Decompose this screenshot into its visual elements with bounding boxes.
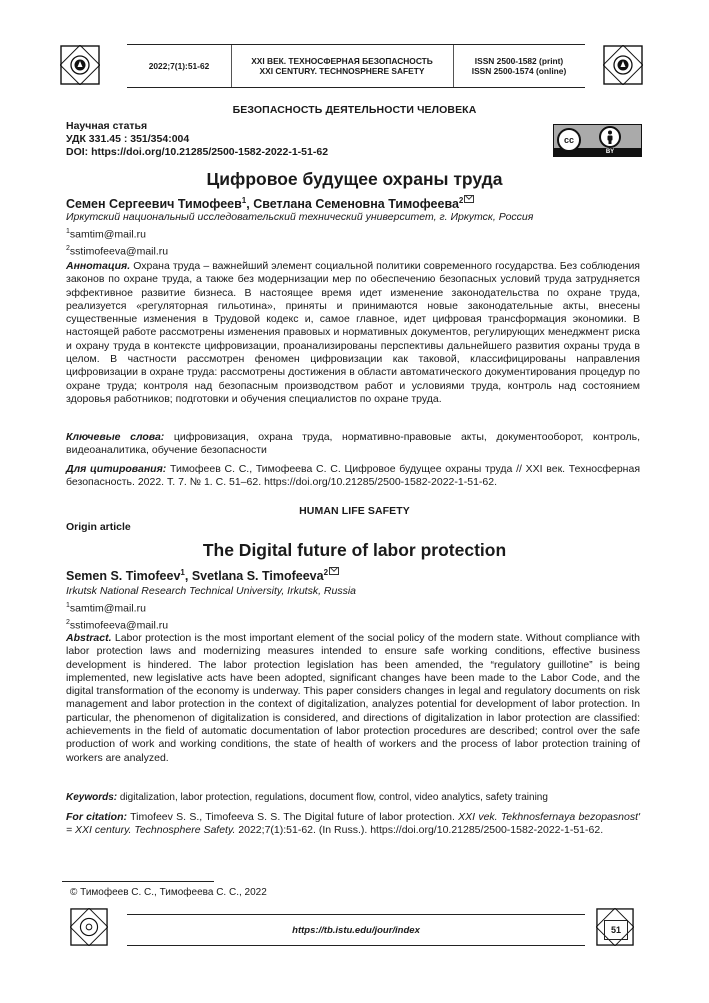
header-issn-print: ISSN 2500-1582 (print)	[474, 56, 564, 66]
ru-abstract	[66, 260, 640, 406]
ru-keywords	[66, 431, 640, 458]
header-issn-cell	[453, 45, 585, 87]
footnote-rule	[62, 881, 214, 882]
ru-author-1-sup: 1	[241, 195, 247, 205]
ru-email-1[interactable]: samtim@mail.ru	[69, 228, 146, 241]
en-abstract-text: Labor protection is the most important element of the social policy of the modern state. Without compliance with labor protection laws and modernizing measures intended to ensure safe working conditions, effective business development is hindered. The labor protection legislation has been amended, the “regulatory guillotine” is being implemented, new legislative acts have been adopted, significant changes have been made to the Labor Code, and the digital transformation of the economy is underway. This paper considers changes in legal and regulatory documents on risk management and labor protection in the context of digitalization, analyzes potential for development of labor protection. In particular, the phenomenon of digitalization is considered, and directions of digitalization in labor protection are classified: achievements in the field of automatic documentation of labor protection procedures are described; control over the safe production of work and working conditions, the state of health of workers and the process of labor protection training of workers are analyzed.	[66, 632, 640, 764]
ru-abstract-text: Охрана труда – важнейший элемент социальной политики современного государства. Без соблюдения законов по охране труда, а также без модернизации мер по обеспечению безопасных условий труда затрудняется эффективное развитие бизнеса. В настоящее время идет изменение законодательства по охране труда, реализуется «регуляторная гильотина», приняты и принимаются новые законодательные акты, внесены существенные изменения в Трудовой кодекс и, самое главное, идет цифровая трансформация экономики. В настоящей работе рассмотрены изменения правовых и нормативных документов, регулирующих менеджмент риска и охрану труда в контексте цифровизации, проанализированы перспективы дальнейшего развития охраны труда в целом. В частности рассмотрен феномен цифровизации как таковой, классифицированы направления цифровизации в охране труда: рассмотрены достижения в области автоматического документирования процедур по охране труда; контроля над безопасным производством работ и условиями труда, контроль над состоянием здоровья работников; подготовки и обучения специалистов по охране труда.	[66, 260, 640, 405]
en-emails	[66, 599, 168, 632]
en-keywords	[66, 791, 640, 804]
ru-section-heading: БЕЗОПАСНОСТЬ ДЕЯТЕЛЬНОСТИ ЧЕЛОВЕКА	[232, 104, 477, 116]
ru-abstract-label: Аннотация.	[66, 260, 131, 272]
ru-email-2-sup: 2	[66, 244, 70, 252]
en-citation-text-a: Timofeev S. S., Timofeeva S. S. The Digital future of labor protection.	[127, 811, 459, 823]
en-keywords-label: Keywords:	[66, 792, 118, 803]
journal-logo-left	[60, 45, 100, 85]
journal-logo-right	[603, 45, 643, 85]
ru-keywords-label: Ключевые слова:	[66, 431, 165, 443]
envelope-icon	[329, 567, 339, 575]
ru-affiliation: Иркутский национальный исследовательский технический университет, г. Иркутск, Россия	[66, 211, 534, 223]
ru-email-1-sup: 1	[66, 228, 70, 235]
en-authors	[66, 567, 339, 583]
ru-author-1: Семен Сергеевич Тимофеев	[66, 197, 242, 211]
en-section-heading: HUMAN LIFE SAFETY	[299, 505, 410, 517]
ru-title: Цифровое будущее охраны труда	[206, 169, 503, 189]
cc-by-license-badge[interactable]	[553, 124, 642, 157]
ru-keywords-text: цифровизация, охрана труда, нормативно-правовые акты, документооборот, контроль, видеоаналитика, обучение безопасности	[66, 431, 640, 457]
en-article-type: Origin article	[66, 521, 131, 533]
header-volume: 2022;7(1):51-62	[148, 61, 210, 71]
ru-email-2[interactable]: sstimofeeva@mail.ru	[69, 245, 169, 257]
ru-citation	[66, 463, 640, 490]
en-author-1: Semen S. Timofeev	[66, 569, 181, 583]
en-author-2: Svetlana S. Timofeeva	[191, 569, 324, 583]
ru-author-2: Светлана Семеновна Тимофеева	[253, 197, 459, 211]
by-label: BY	[605, 149, 615, 155]
page-number: 51	[604, 920, 628, 940]
journal-header	[127, 44, 585, 88]
ru-udc: УДК 331.45 : 351/354:004	[66, 133, 190, 145]
by-person-icon	[599, 126, 621, 148]
ru-meta	[66, 120, 328, 159]
ru-citation-text: Тимофеев С. С., Тимофеева С. С. Цифровое будущее охраны труда // XXI век. Техносферная безопасность. 2022. Т. 7. № 1. С. 51–62. https://doi.org/10.21285/2500-1582-2022-1-51-62.	[66, 463, 641, 489]
en-affiliation: Irkutsk National Research Technical University, Irkutsk, Russia	[66, 585, 357, 597]
en-title: The Digital future of labor protection	[202, 540, 507, 560]
journal-url[interactable]: https://tb.istu.edu/jour/index	[292, 924, 420, 936]
ru-author-sep: ,	[246, 197, 254, 211]
footer-logo-left	[70, 908, 108, 946]
en-citation-journal: XXI vek. Tekhnosfernaya bezopasnost' = XXI century. Technosphere Safety.	[66, 811, 640, 837]
ru-citation-label: Для цитирования:	[66, 463, 167, 475]
cc-icon: cc	[557, 128, 581, 152]
ru-emails	[66, 225, 168, 258]
en-email-2-sup: 2	[66, 618, 70, 626]
en-citation	[66, 811, 640, 838]
en-email-1-sup: 1	[66, 602, 70, 609]
ru-doi[interactable]: DOI: https://doi.org/10.21285/2500-1582-2022-1-51-62	[66, 146, 329, 158]
en-citation-label: For citation:	[66, 811, 128, 823]
ru-authors	[66, 195, 474, 211]
footer-box	[127, 914, 585, 946]
en-author-2-sup: 2	[323, 567, 329, 577]
en-email-1[interactable]: samtim@mail.ru	[69, 602, 146, 615]
en-author-sep: ,	[184, 569, 192, 583]
en-author-1-sup: 1	[180, 567, 185, 577]
header-issn-online: ISSN 2500-1574 (online)	[471, 66, 567, 76]
en-email-2[interactable]: sstimofeeva@mail.ru	[69, 619, 169, 631]
header-journal-ru: XXI ВЕК. ТЕХНОСФЕРНАЯ БЕЗОПАСНОСТЬ	[251, 56, 433, 66]
en-abstract-label: Abstract.	[66, 632, 112, 644]
header-journal-cell	[231, 45, 454, 87]
en-citation-text-b: 2022;7(1):51-62. (In Russ.). https://doi.org/10.21285/2500-1582-2022-1-51-62.	[235, 824, 604, 837]
ru-article-type: Научная статья	[66, 120, 148, 132]
envelope-icon	[464, 195, 474, 203]
en-keywords-text: digitalization, labor protection, regulations, document flow, control, video analytics, safety training	[117, 792, 548, 803]
ru-author-2-sup: 2	[458, 195, 464, 205]
copyright: © Тимофеев С. С., Тимофеева С. С., 2022	[70, 887, 267, 898]
en-abstract	[66, 632, 640, 765]
header-volume-cell	[127, 45, 232, 87]
header-journal-en: XXI CENTURY. TECHNOSPHERE SAFETY	[259, 66, 425, 76]
